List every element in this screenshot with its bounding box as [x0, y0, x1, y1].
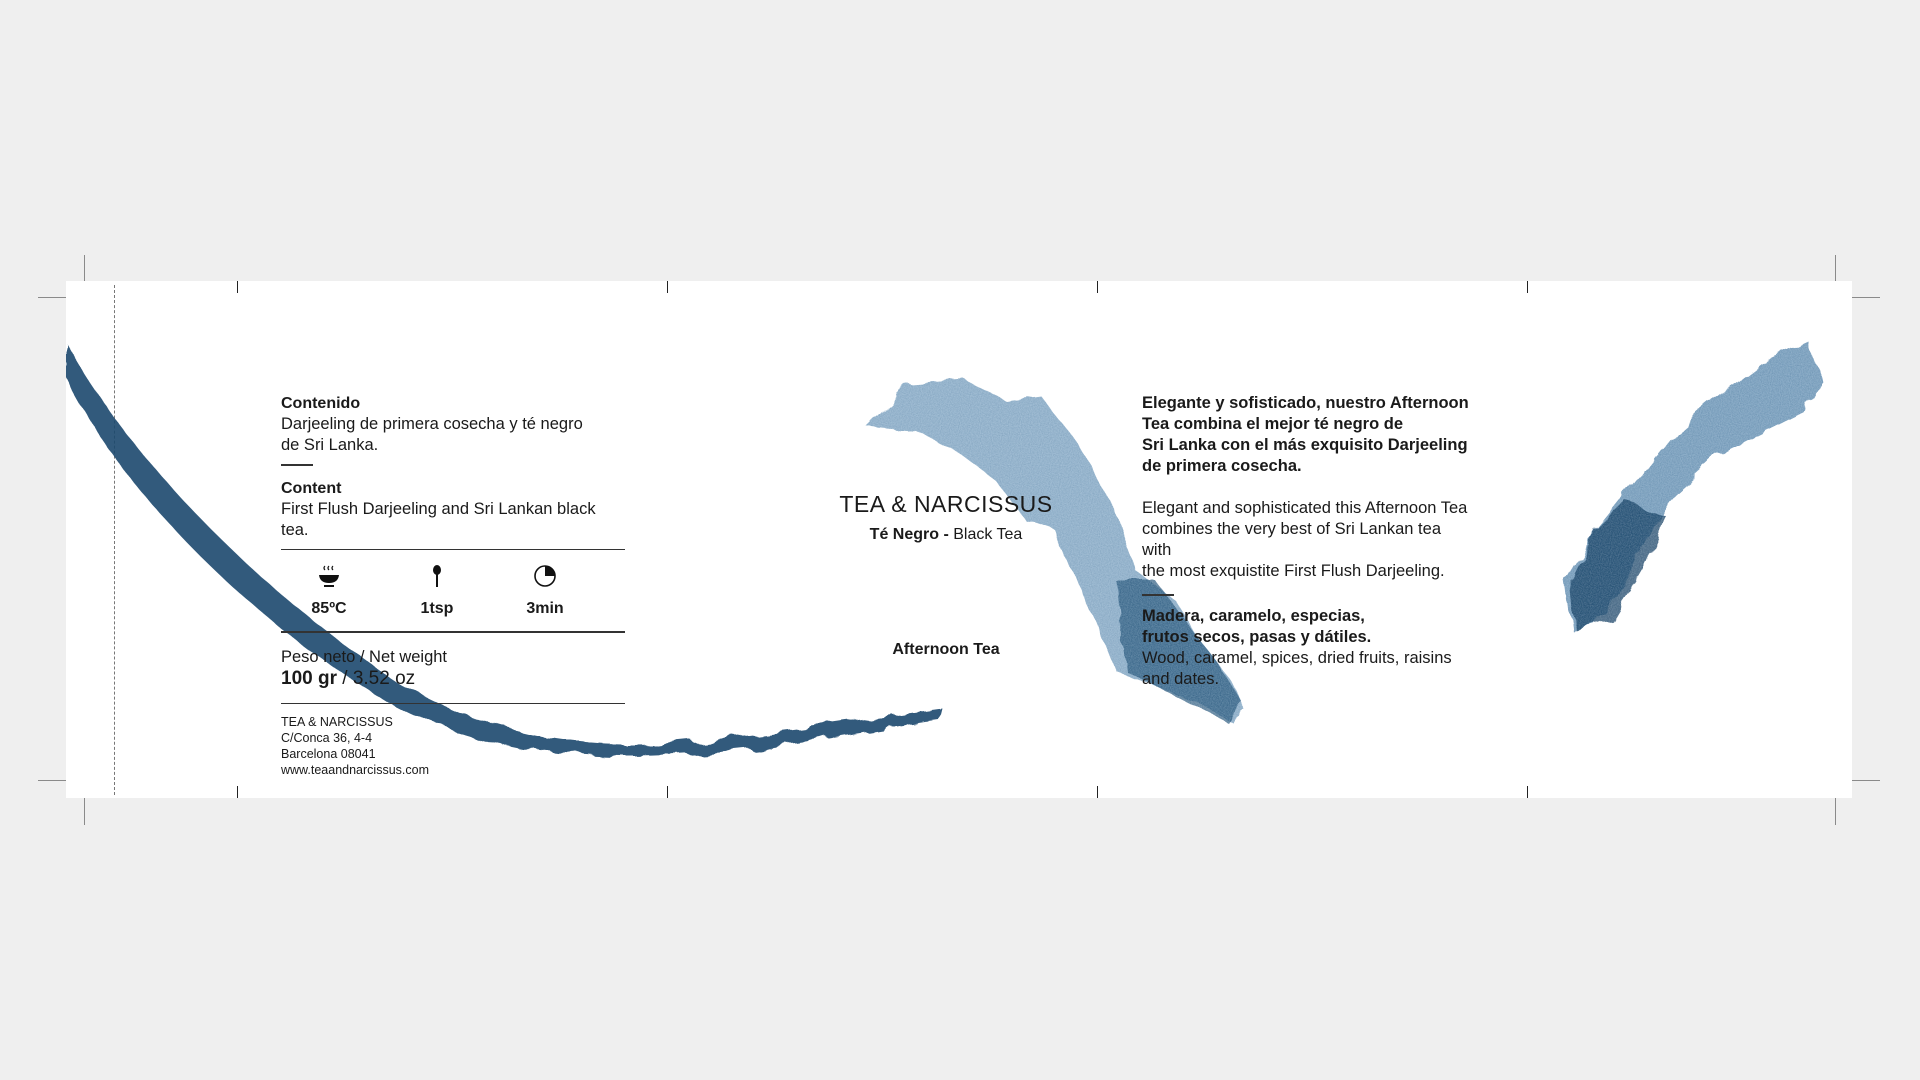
- info-panel: [281, 393, 625, 778]
- watercolor-splash: [1566, 341, 1822, 631]
- steaming-cup-icon: [317, 564, 341, 594]
- tasting-notes-en-line2: and dates.: [1142, 669, 1220, 688]
- divider: [1142, 594, 1174, 596]
- teaspoon-icon: [425, 564, 449, 594]
- description-en-line2: combines the very best of Sri Lankan tea with: [1142, 520, 1441, 559]
- brand-name: TEA & NARCISSUS: [839, 491, 1053, 517]
- brewing-temperature-value: 85ºC: [311, 600, 347, 617]
- front-panel: [766, 491, 1126, 544]
- brewing-time: [505, 564, 585, 619]
- description-en-line3: the most exquistite First Flush Darjeeling.: [1142, 562, 1445, 580]
- contents-text-es-line2: de Sri Lanka.: [281, 436, 379, 454]
- contents-text-es-line1: Darjeeling de primera cosecha y té negro: [281, 415, 583, 433]
- company-address: [281, 704, 625, 778]
- brewing-temperature: [289, 564, 369, 619]
- timer-icon: [533, 564, 557, 594]
- description-es-line1: Elegante y sofisticado, nuestro Afternoon: [1142, 394, 1469, 412]
- description-es-line2: Tea combina el mejor té negro de: [1142, 415, 1404, 433]
- brewing-instructions: [281, 550, 593, 631]
- contents-text-en: First Flush Darjeeling and Sri Lankan black tea.: [281, 499, 596, 539]
- company-website: www.teaandnarcissus.com: [281, 763, 429, 777]
- tea-type: Té Negro - Black Tea: [869, 526, 1023, 543]
- tea-label-sheet: [66, 281, 1852, 798]
- description-panel: [1142, 393, 1472, 690]
- description-en-line1: Elegant and sophisticated this Afternoon Tea: [1142, 499, 1468, 517]
- net-weight: [281, 633, 625, 703]
- brewing-amount: [397, 564, 477, 619]
- net-weight-label: Peso neto / Net weight: [281, 647, 448, 666]
- tasting-notes-es-line1: Madera, caramelo, especias,: [1142, 606, 1365, 625]
- brewing-time-value: 3min: [526, 600, 564, 617]
- contents-heading-es: Contenido: [281, 395, 361, 412]
- description-es-line4: de primera cosecha.: [1142, 457, 1302, 475]
- tasting-notes-es-line2: frutos secos, pasas y dátiles.: [1142, 627, 1372, 646]
- net-weight-value: 100 gr / 3.52 oz: [281, 667, 416, 689]
- company-city: Barcelona 08041: [281, 747, 376, 761]
- tasting-notes-en-line1: Wood, caramel, spices, dried fruits, raisins: [1142, 648, 1452, 667]
- description-es-line3: Sri Lanka con el más exquisito Darjeeling: [1142, 436, 1468, 454]
- brewing-amount-value: 1tsp: [420, 600, 454, 617]
- product-name: Afternoon Tea: [892, 641, 1000, 658]
- divider: [281, 464, 313, 466]
- company-street: C/Conca 36, 4-4: [281, 731, 373, 745]
- company-name: TEA & NARCISSUS: [281, 715, 393, 729]
- contents-heading-en: Content: [281, 479, 342, 497]
